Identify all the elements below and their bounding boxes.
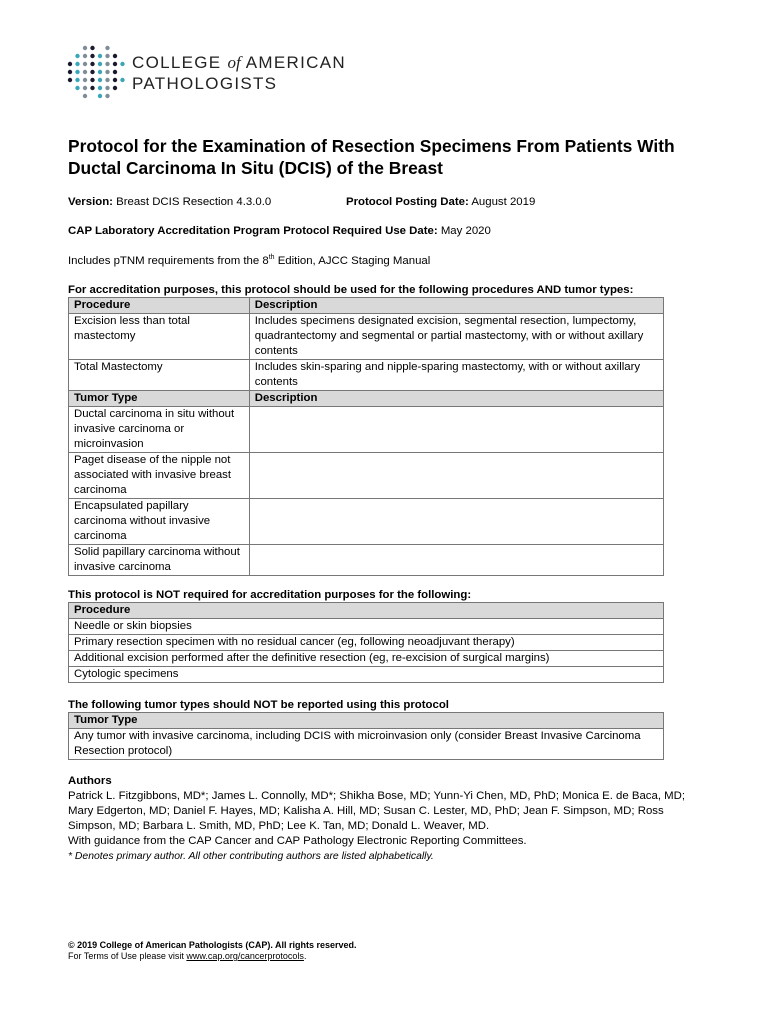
not-reported-heading: The following tumor types should NOT be reported using this protocol <box>68 699 449 711</box>
terms-suffix: . <box>303 951 307 961</box>
authors-section <box>68 774 708 864</box>
table-row <box>69 499 664 545</box>
version-value: Breast DCIS Resection 4.3.0.0 <box>116 196 272 208</box>
posting-value: August 2019 <box>471 196 536 208</box>
authors-guidance: With guidance from the CAP Cancer and CAP Pathology Electronic Reporting Committees. <box>68 835 527 847</box>
description-cell: Includes specimens designated excision, segmental resection, lumpectomy, quadrantectomy and segmental or partial mastectomy, with or without axillary contents <box>249 314 663 360</box>
tumor-type-cell: Paget disease of the nipple not associated with invasive breast carcinoma <box>69 453 250 499</box>
tumor-type-cell: Solid papillary carcinoma without invasive carcinoma <box>69 545 250 576</box>
table1-header-tumor-type: Tumor Type <box>69 391 250 407</box>
procedure-cell: Primary resection specimen with no residual cancer (eg, following neoadjuvant therapy) <box>69 635 664 651</box>
ptnm-line <box>68 254 430 268</box>
posting-label: Protocol Posting Date: <box>346 196 469 208</box>
table1-header-description: Description <box>249 298 663 314</box>
not-required-table <box>68 602 664 683</box>
terms-prefix: For Terms of Use please visit <box>68 951 187 961</box>
table3-header: Tumor Type <box>69 713 664 729</box>
ptnm-text-b: Edition, AJCC Staging Manual <box>274 255 431 267</box>
ptnm-text-a: Includes pTNM requirements from the 8 <box>68 255 269 267</box>
tumor-description-cell <box>249 545 663 576</box>
logo-dot-grid-icon <box>66 44 128 102</box>
logo-word-pathologists: PATHOLOGISTS <box>132 74 278 93</box>
table-row <box>69 667 664 683</box>
tumor-description-cell <box>249 407 663 453</box>
table1-header-tumor-description: Description <box>249 391 663 407</box>
tumor-description-cell <box>249 499 663 545</box>
version-line <box>68 195 271 209</box>
table-row <box>69 635 664 651</box>
table-row <box>69 453 664 499</box>
not-required-heading: This protocol is NOT required for accreditation purposes for the following: <box>68 589 472 601</box>
footer <box>68 940 357 962</box>
copyright: © 2019 College of American Pathologists (CAP). All rights reserved. <box>68 940 357 950</box>
table-row <box>69 619 664 635</box>
tumor-description-cell <box>249 453 663 499</box>
authors-list: Patrick L. Fitzgibbons, MD*; James L. Connolly, MD*; Shikha Bose, MD; Yunn-Yi Chen, MD, PhD; Monica E. de Baca, MD; Mary Edgerton, MD; Daniel F. Hayes, MD; Kalisha A. Hill, MD; Susan C. Lester, MD, PhD; Jean F. Simpson, MD; Ross Simpson, MD; Barbara L. Smith, MD, PhD; Lee K. Tan, MD; Donald L. Weaver, MD. <box>68 790 686 832</box>
accreditation-table <box>68 297 664 576</box>
terms-link[interactable]: www.cap.org/cancerprotocols <box>186 951 304 961</box>
table-row <box>69 545 664 576</box>
tumor-type-cell: Ductal carcinoma in situ without invasive carcinoma or microinvasion <box>69 407 250 453</box>
description-cell: Includes skin-sparing and nipple-sparing mastectomy, with or without axillary contents <box>249 360 663 391</box>
procedure-cell: Needle or skin biopsies <box>69 619 664 635</box>
table-row <box>69 314 664 360</box>
page-title: Protocol for the Examination of Resection Specimens From Patients With Ductal Carcinoma In Situ (DCIS) of the Breast <box>68 136 675 178</box>
terms-line <box>68 951 357 962</box>
logo-wordmark <box>132 52 346 94</box>
procedure-cell: Additional excision performed after the definitive resection (eg, re-excision of surgical margins) <box>69 651 664 667</box>
table2-header: Procedure <box>69 603 664 619</box>
procedure-cell: Cytologic specimens <box>69 667 664 683</box>
ptnm-sup: th <box>268 254 275 262</box>
required-label: CAP Laboratory Accreditation Program Protocol Required Use Date: <box>68 225 438 237</box>
tumor-type-cell: Encapsulated papillary carcinoma without invasive carcinoma <box>69 499 250 545</box>
posting-date-line <box>346 195 535 209</box>
procedure-cell: Total Mastectomy <box>69 360 250 391</box>
required-use-date-line <box>68 224 491 238</box>
authors-note: * Denotes primary author. All other contributing authors are listed alphabetically. <box>68 851 434 862</box>
logo-word-american: AMERICAN <box>245 53 346 72</box>
accreditation-heading: For accreditation purposes, this protocol should be used for the following procedures AND tumor types: <box>68 284 634 296</box>
authors-heading: Authors <box>68 775 112 787</box>
tumor-type-cell: Any tumor with invasive carcinoma, including DCIS with microinvasion only (consider Breast Invasive Carcinoma Resection protocol) <box>69 729 664 760</box>
table-row <box>69 651 664 667</box>
table-row <box>69 729 664 760</box>
table-row <box>69 360 664 391</box>
version-label: Version: <box>68 196 113 208</box>
procedure-cell: Excision less than total mastectomy <box>69 314 250 360</box>
cap-logo <box>66 44 366 104</box>
not-reported-table <box>68 712 664 760</box>
table-row <box>69 407 664 453</box>
logo-word-of: of <box>227 53 241 72</box>
table1-header-procedure: Procedure <box>69 298 250 314</box>
required-value: May 2020 <box>440 225 491 237</box>
logo-word-college: COLLEGE <box>132 53 222 72</box>
